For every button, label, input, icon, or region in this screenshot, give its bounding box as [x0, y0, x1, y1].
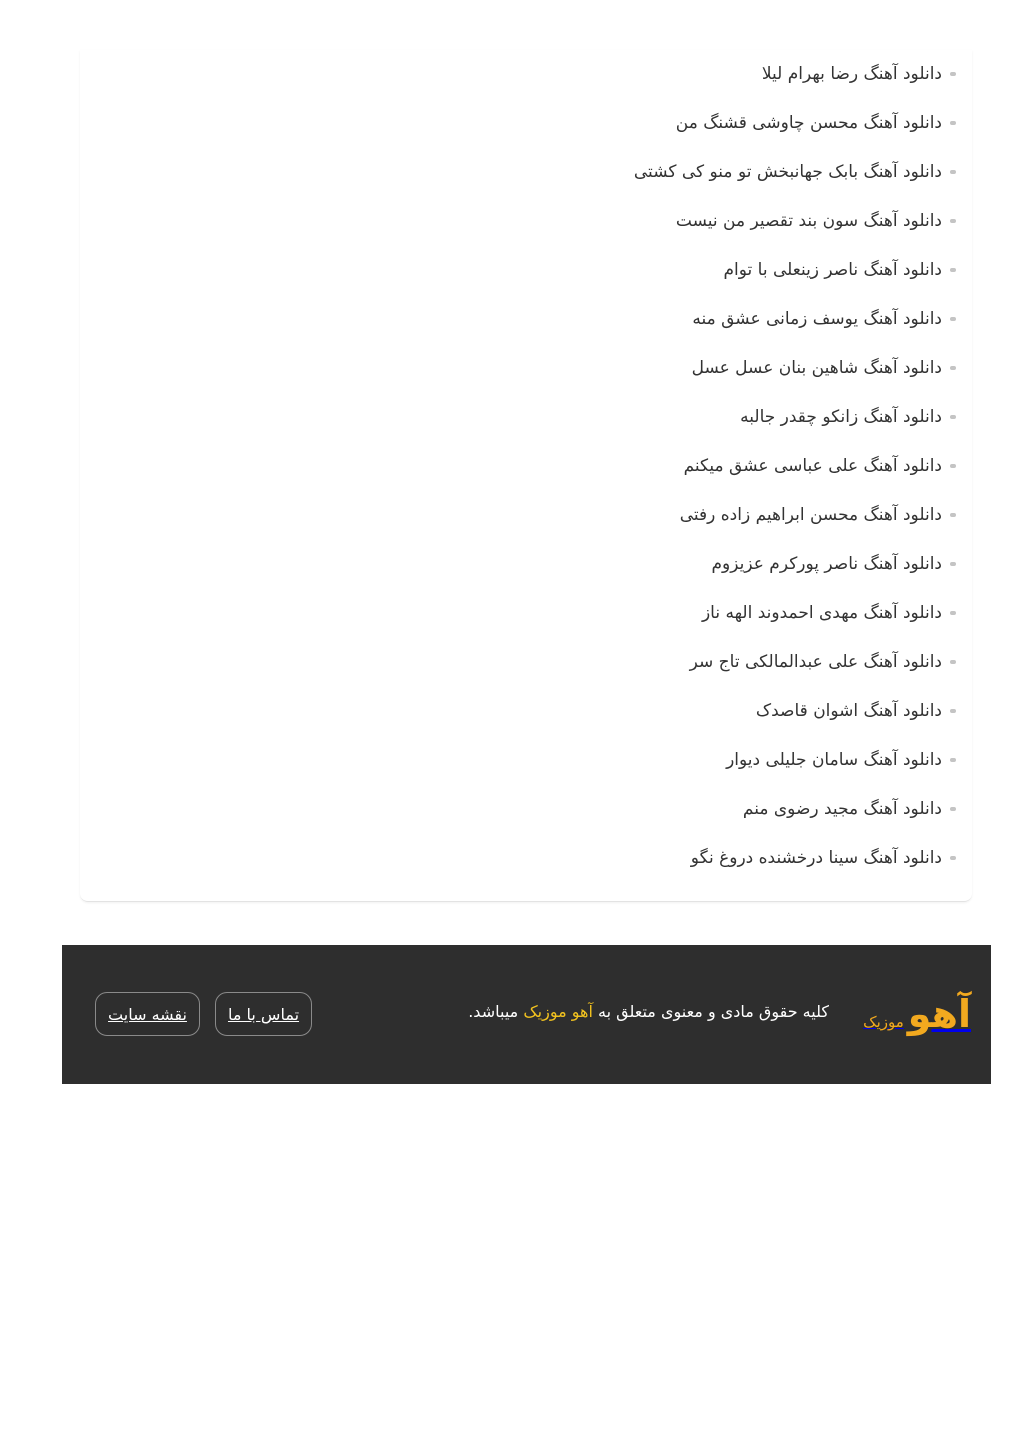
list-item — [634, 540, 956, 589]
song-link[interactable]: دانلود آهنگ مهدی احمدوند الهه ناز — [701, 602, 942, 623]
list-item — [634, 197, 956, 246]
list-item — [634, 638, 956, 687]
list-item — [634, 295, 956, 344]
list-item — [634, 344, 956, 393]
song-link[interactable]: دانلود آهنگ زانکو چقدر جالبه — [740, 406, 942, 427]
contact-us-button[interactable]: تماس با ما — [215, 992, 312, 1036]
song-link[interactable]: دانلود آهنگ یوسف زمانی عشق منه — [692, 308, 942, 329]
bullet-icon — [950, 758, 956, 762]
song-link[interactable]: دانلود آهنگ علی عبدالمالکی تاج سر — [689, 651, 942, 672]
copyright-prefix: کلیه حقوق مادی و معنوی متعلق به — [597, 1002, 829, 1021]
song-link[interactable]: دانلود آهنگ مجید رضوی منم — [742, 798, 942, 819]
bullet-icon — [950, 464, 956, 468]
song-link[interactable]: دانلود آهنگ بابک جهانبخش تو منو کی کشتی — [633, 161, 942, 182]
bullet-icon — [950, 268, 956, 272]
bullet-icon — [950, 366, 956, 370]
song-list — [634, 50, 956, 883]
bullet-icon — [950, 219, 956, 223]
bullet-icon — [950, 415, 956, 419]
copyright-suffix: میباشد. — [468, 1002, 519, 1021]
site-logo[interactable] — [863, 992, 971, 1036]
bullet-icon — [950, 807, 956, 811]
song-link[interactable]: دانلود آهنگ محسن چاوشی قشنگ من — [675, 112, 942, 133]
brand-name: آهو موزیک — [523, 1002, 593, 1021]
song-link[interactable]: دانلود آهنگ سینا درخشنده دروغ نگو — [690, 847, 942, 868]
logo-sub-text: موزیک — [863, 1013, 904, 1031]
logo-main-text: آهو — [907, 992, 971, 1036]
song-link[interactable]: دانلود آهنگ علی عباسی عشق میکنم — [683, 455, 942, 476]
copyright-text — [468, 1002, 829, 1021]
list-item — [634, 785, 956, 834]
bullet-icon — [950, 562, 956, 566]
list-item — [634, 246, 956, 295]
bullet-icon — [950, 170, 956, 174]
bullet-icon — [950, 513, 956, 517]
song-link[interactable]: دانلود آهنگ ناصر پورکرم عزیزوم — [711, 553, 942, 574]
list-item — [634, 50, 956, 99]
song-link[interactable]: دانلود آهنگ محسن ابراهیم زاده رفتی — [679, 504, 942, 525]
list-item — [634, 834, 956, 883]
bullet-icon — [950, 611, 956, 615]
song-list-card — [80, 50, 972, 902]
list-item — [634, 687, 956, 736]
song-link[interactable]: دانلود آهنگ اشوان قاصدک — [755, 700, 942, 721]
bullet-icon — [950, 317, 956, 321]
song-link[interactable]: دانلود آهنگ ناصر زینعلی با توام — [723, 259, 942, 280]
bullet-icon — [950, 709, 956, 713]
list-item — [634, 393, 956, 442]
song-link[interactable]: دانلود آهنگ شاهین بنان عسل عسل — [691, 357, 942, 378]
site-footer — [62, 945, 991, 1084]
bullet-icon — [950, 72, 956, 76]
list-item — [634, 736, 956, 785]
list-item — [634, 148, 956, 197]
list-item — [634, 589, 956, 638]
bullet-icon — [950, 121, 956, 125]
sitemap-button[interactable]: نقشه سایت — [95, 992, 200, 1036]
song-link[interactable]: دانلود آهنگ سون بند تقصیر من نیست — [675, 210, 942, 231]
song-link[interactable]: دانلود آهنگ رضا بهرام لیلا — [761, 63, 942, 84]
list-item — [634, 491, 956, 540]
bullet-icon — [950, 660, 956, 664]
song-link[interactable]: دانلود آهنگ سامان جلیلی دیوار — [726, 749, 942, 770]
list-item — [634, 442, 956, 491]
bullet-icon — [950, 856, 956, 860]
list-item — [634, 99, 956, 148]
